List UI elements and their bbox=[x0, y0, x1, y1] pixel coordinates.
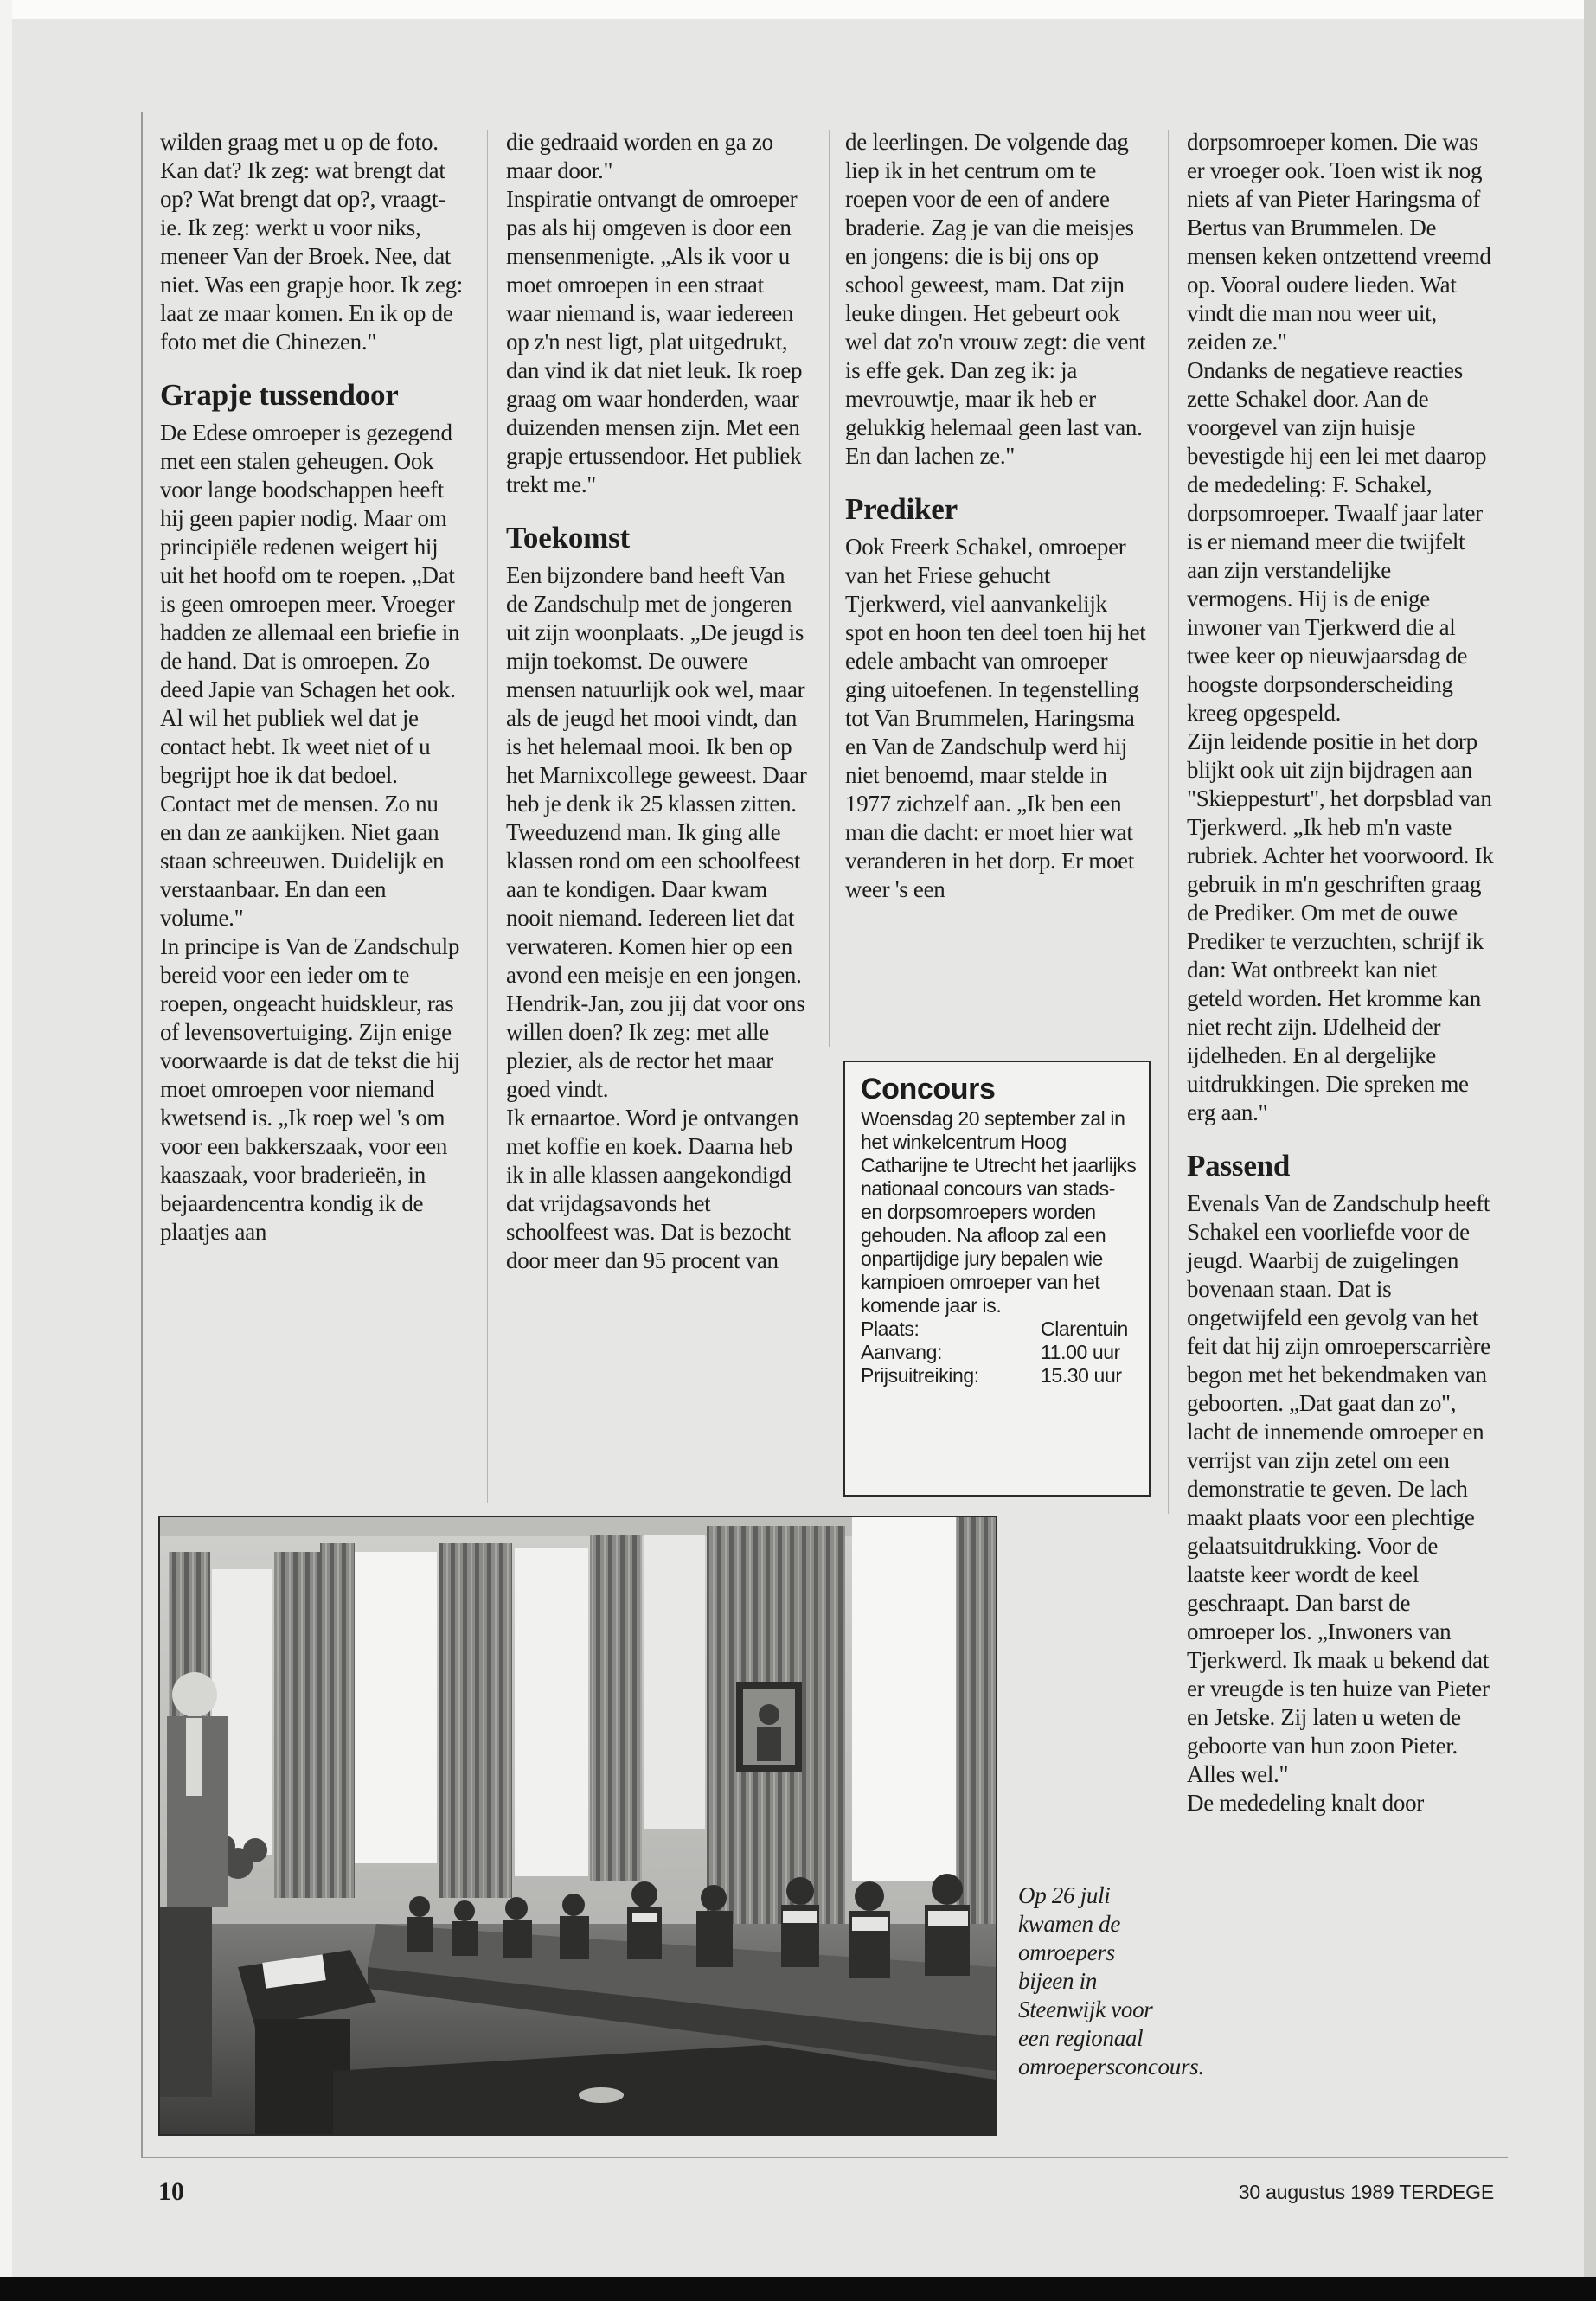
col4-paragraph-3: Zijn leidende positie in het dorp blijkt ook uit zijn bijdragen aan "Skieppesturt", het dorpsblad van Tjerkwerd. „Ik heb m'n vaste rubriek. Achter het voorwoord. Ik gebruik in m'n geschriften graag de Prediker. Om met de ouwe Prediker te verzuchten, schrijf ik dan: Wat ontbreekt kan niet geteld worden. Het kromme kan niet recht zijn. IJdelheid der ijdelheden. En al dergelijke uitdrukkingen. Die spreken me erg aan." bbox=[1187, 728, 1494, 1125]
aanvang-label: Aanvang: bbox=[861, 1341, 942, 1363]
col3-paragraph-2: Ook Freerk Schakel, omroeper van het Friese gehucht Tjerkwerd, viel aanvankelijk spot en hoon ten deel toen hij het edele ambacht van omroeper ging uitoefenen. In tegenstelling tot Van Brummelen, Haringsma en Van de Zandschulp werd hij niet benoemd, maar stelde in 1977 zichzelf aan. „Ik ben een man die dacht: er moet hier wat veranderen in het dorp. Er moet weer 's een bbox=[845, 534, 1146, 902]
col2-paragraph-4: Ik ernaartoe. Word je ontvangen met koffie en koek. Daarna heb ik in alle klassen aangekondigd dat vrijdagsavonds het schoolfeest was. Dat is bezocht door meer dan 95 procent van bbox=[506, 1105, 799, 1273]
col1-paragraph-2: De Edese omroeper is gezegend met een stalen geheugen. Ook voor lange boodschappen heeft hij geen papier nodig. Maar om principiële redenen weigert hij uit het hoofd om te roepen. „Dat is geen omroepen meer. Vroeger hadden ze allemaal een briefie in de hand. Dat is omroepen. Zo deed Japie van Schagen het ook. Al wil het publiek wel dat je contact hebt. Ik weet niet of u begrijpt hoe ik dat bedoel. Contact met de mensen. Zo nu en dan ze aankijken. Niet gaan staan schreeuwen. Duidelijk en verstaanbaar. En dan een volume." bbox=[160, 420, 460, 931]
column-1 bbox=[160, 128, 465, 1247]
column-rule-3 bbox=[1168, 130, 1169, 1514]
column-3 bbox=[845, 128, 1150, 904]
column-2 bbox=[506, 128, 811, 1275]
page-number: 10 bbox=[158, 2177, 184, 2206]
issue-date: 30 augustus 1989 TERDEGE bbox=[1238, 2181, 1494, 2203]
col4-paragraph-4: Evenals Van de Zandschulp heeft Schakel een voorliefde voor de jeugd. Waarbij de zuigelingen bovenaan staan. Dat is ongetwijfeld een gevolg van het feit dat hij zijn omroeperscarrière begon met het bekendmaken van geboorten. „Dat gaat dan zo", lacht de innemende omroeper en verrijst van zijn zetel om een demonstratie te geven. De lach maakt plaats voor een plechtige gelaatsuitdrukking. Voor de laatste keer wordt de keel geschraapt. Dan barst de omroeper los. „Inwoners van Tjerkwerd. Ik maak u bekend dat er vreugde is ten huize van Pieter en Jetske. Zij laten u weten de geboorte van hun zoon Pieter. Alles wel." bbox=[1187, 1190, 1490, 1787]
meeting-photo bbox=[158, 1516, 997, 2136]
concours-details bbox=[861, 1317, 1128, 1388]
scan-right-edge bbox=[1584, 0, 1596, 2301]
heading-grapje-tussendoor: Grapje tussendoor bbox=[160, 378, 399, 412]
scan-top-edge bbox=[0, 0, 1596, 19]
column-rule-1 bbox=[487, 130, 488, 1503]
meeting-photo-image bbox=[160, 1517, 996, 2134]
prijsuitreiking-value: 15.30 uur bbox=[1041, 1364, 1122, 1387]
plaats-value: Clarentuin bbox=[1041, 1317, 1128, 1340]
plaats-label: Plaats: bbox=[861, 1317, 920, 1340]
heading-prediker: Prediker bbox=[845, 492, 958, 526]
scan-left-edge bbox=[0, 0, 12, 2301]
column-4 bbox=[1187, 128, 1494, 1817]
aanvang-value: 11.00 uur bbox=[1041, 1341, 1120, 1363]
col1-paragraph-1: wilden graag met u op de foto. Kan dat? Ik zeg: wat brengt dat op? Wat brengt dat op?, vraagt-ie. Ik zeg: werkt u voor niks, meneer Van der Broek. Nee, dat niet. Was een grapje hoor. Ik zeg: laat ze maar komen. En ik op de foto met die Chinezen." bbox=[160, 129, 464, 355]
col4-paragraph-2: Ondanks de negatieve reacties zette Schakel door. Aan de voorgevel van zijn huisje bevestigde hij een lei met daarop de mededeling: F. Schakel, dorpsomroeper. Twaalf jaar later is er niemand meer die twijfelt aan zijn verstandelijke vermogens. Hij is de enige inwoner van Tjerkwerd die al twee keer op nieuwjaarsdag de hoogste dorpsonderscheiding kreeg opgespeld. bbox=[1187, 357, 1487, 726]
scan-bottom-edge bbox=[0, 2277, 1596, 2301]
photo-caption: Op 26 juli kwamen de omroepers bijeen in Steenwijk voor een regionaal omroepersconcours. bbox=[1018, 1882, 1204, 2080]
concours-body: Woensdag 20 september zal in het winkelcentrum Hoog Catharijne te Utrecht het jaarlijks nationaal concours van stads- en dorpsomroepers worden gehouden. Na afloop zal een onpartijdige jury bepalen wie kampioen omroeper van het komende jaar is. bbox=[861, 1107, 1137, 1317]
col2-paragraph-1: die gedraaid worden en ga zo maar door." bbox=[506, 129, 773, 183]
col4-paragraph-1: dorpsomroeper komen. Die was er vroeger ook. Toen wist ik nog niets af van Pieter Haringsma of Bertus van Brummelen. De mensen keken ontzettend vreemd op. Vooral oudere lieden. Wat vindt die man nou weer uit, zeiden ze." bbox=[1187, 129, 1491, 355]
concours-box bbox=[843, 1061, 1151, 1497]
heading-toekomst: Toekomst bbox=[506, 521, 630, 554]
col4-paragraph-5: De mededeling knalt door bbox=[1187, 1790, 1424, 1816]
col2-paragraph-3: Een bijzondere band heeft Van de Zandschulp met de jongeren uit zijn woonplaats. „De jeugd is mijn toekomst. De ouwere mensen natuurlijk ook wel, maar als de jeugd het mooi vindt, dan is het helemaal mooi. Ik ben op het Marnixcollege geweest. Daar heb je denk ik 25 klassen zitten. Tweeduzend man. Ik ging alle klassen rond om een schoolfeest aan te kondigen. Daar kwam nooit niemand. Iedereen liet dat verwateren. Komen hier op een avond een meisje en een jongen. Hendrik-Jan, zou jij dat voor ons willen doen? Ik zeg: met alle plezier, als de rector het maar goed vindt. bbox=[506, 562, 807, 1102]
col3-paragraph-1: de leerlingen. De volgende dag liep ik in het centrum om te roepen voor de een of andere braderie. Zag je van die meisjes en jongens: die is bij ons op school geweest, mam. Dat zijn leuke dingen. Het gebeurt ook wel dat zo'n vrouw zegt: die vent is effe gek. Dan zeg ik: ja mevrouwtje, maar ik heb er gelukkig helemaal geen last van. En dan lachen ze." bbox=[845, 129, 1146, 469]
col2-paragraph-2: Inspiratie ontvangt de omroeper pas als hij omgeven is door een mensenmenigte. „Als ik voor u moet omroepen in een straat waar niemand is, waar iedereen op z'n nest ligt, plat uitgedrukt, dan vind ik dat niet leuk. Ik roep graag om waar honderden, waar duizenden mensen zijn. Met een grapje ertussendoor. Het publiek trekt me." bbox=[506, 186, 803, 497]
frame-bottom-rule bbox=[141, 2157, 1508, 2158]
frame-left-rule bbox=[141, 112, 143, 2158]
concours-title: Concours bbox=[861, 1073, 996, 1106]
prijsuitreiking-label: Prijsuitreiking: bbox=[861, 1364, 979, 1387]
heading-passend: Passend bbox=[1187, 1149, 1291, 1183]
col1-paragraph-3: In principe is Van de Zandschulp bereid voor een ieder om te roepen, ongeacht huidskleur, ras of levensovertuiging. Zijn enige voorwaarde is dat de tekst die hij moet omroepen voor niemand kwetsend is. „Ik roep wel 's om voor een bakkerszaak, voor een kaaszaak, voor braderieën, in bejaardencentra kondig ik de plaatjes aan bbox=[160, 933, 460, 1245]
column-rule-2 bbox=[829, 130, 830, 1047]
